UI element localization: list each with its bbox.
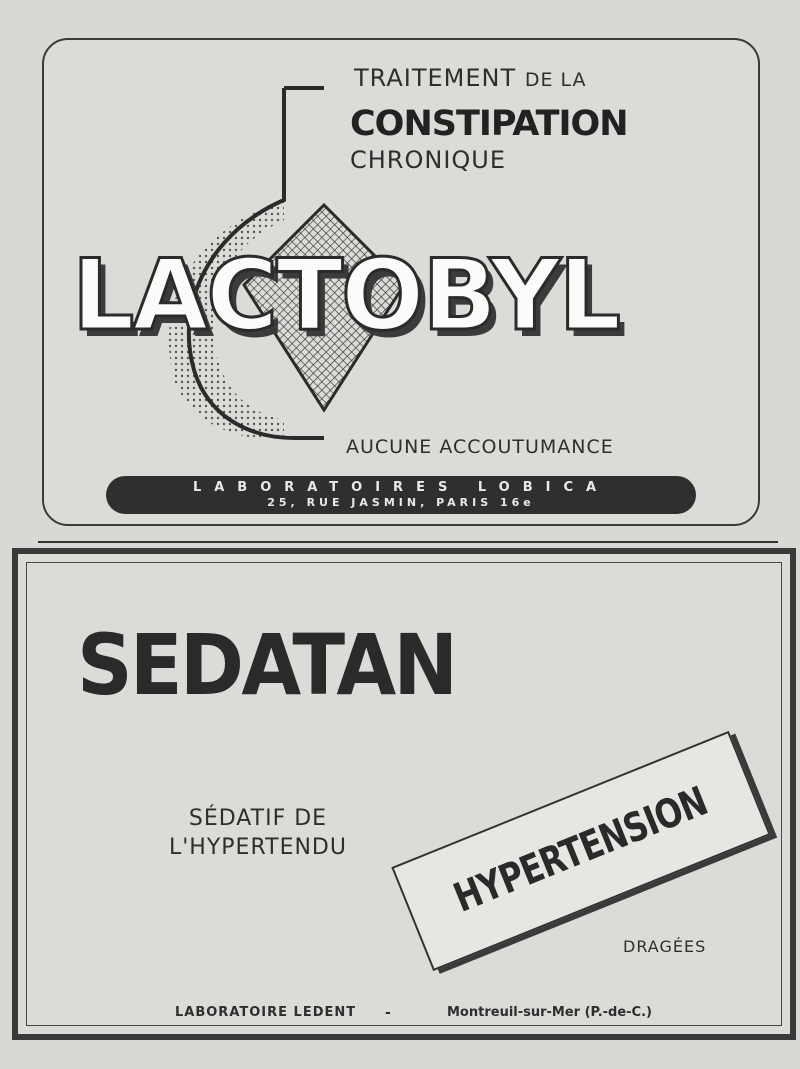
tagline: AUCUNE ACCOUTUMANCE (346, 436, 614, 458)
treatment-heading (354, 64, 587, 92)
sedatan-advertisement (12, 548, 796, 1040)
de-la-word: DE LA (524, 69, 587, 91)
sedatan-brand-title: SEDATAN (77, 616, 456, 714)
laboratory-city: Montreuil-sur-Mer (P.-de-C.) (447, 1005, 652, 1020)
subtitle-line-1: SÉDATIF DE (188, 806, 328, 831)
inner-frame (26, 562, 782, 1026)
laboratory-banner (106, 476, 696, 514)
chronique-heading: CHRONIQUE (350, 146, 507, 174)
lactobyl-advertisement (42, 38, 760, 526)
laboratory-name: LABORATOIRES LOBICA (192, 480, 610, 495)
subtitle-line-2: L'HYPERTENDU (169, 834, 347, 860)
laboratory-address: 25, RUE JASMIN, PARIS 16e (267, 496, 535, 509)
separator-dash: - (385, 1005, 391, 1021)
dosage-form: DRAGÉES (623, 937, 707, 956)
lactobyl-brand-title: LACTOBYL (72, 239, 620, 353)
hypertension-card (391, 731, 770, 971)
laboratory-ledent: LABORATOIRE LEDENT (175, 1005, 357, 1020)
constipation-heading: CONSTIPATION (350, 104, 628, 144)
sedatan-subtitle (169, 805, 347, 862)
page-divider (38, 541, 778, 543)
hypertension-label: HYPERTENSION (447, 778, 714, 922)
treatment-word: TRAITEMENT (354, 64, 517, 92)
